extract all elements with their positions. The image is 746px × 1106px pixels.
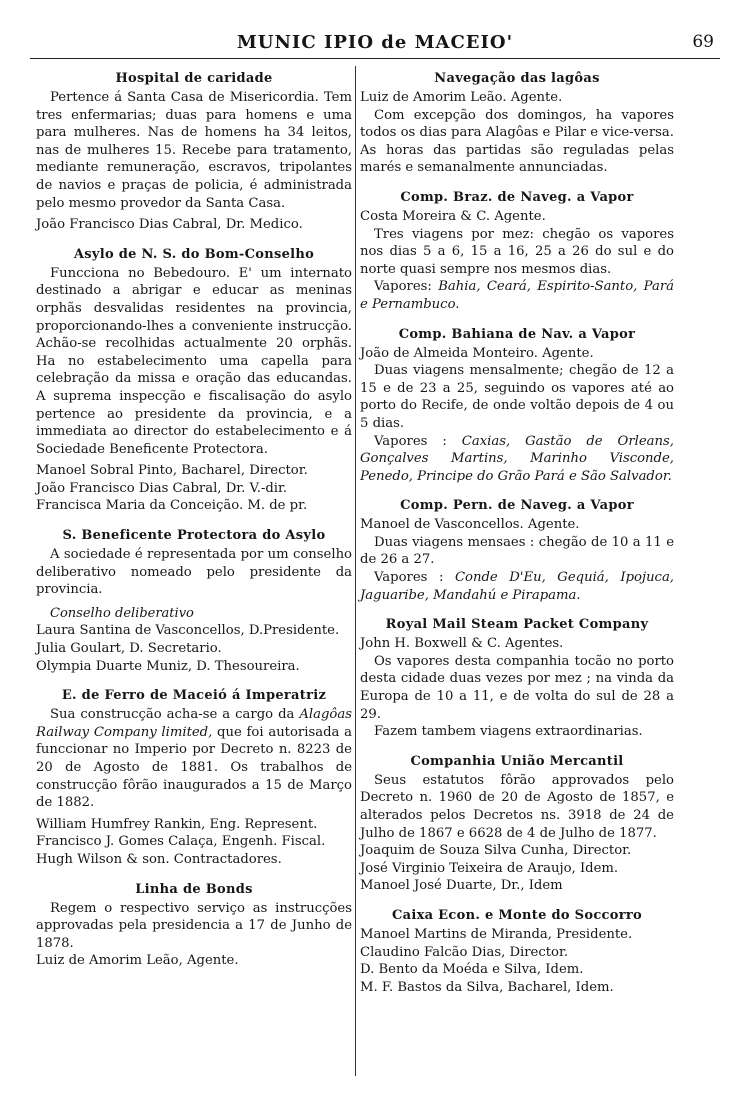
section-text: Regem o respectivo serviço as instrucções approvadas pela presidencia a 17 de Junho de 1878.	[36, 900, 352, 951]
section-text: Os vapores desta companhia tocão no porto desta cidade duas vezes por mez ; na vinda da Europa de 10 a 11, e de volta do sul de 28 a 29.	[360, 653, 674, 722]
section-text: A sociedade é representada por um conselho deliberativo nomeado pelo presidente da provincia.	[36, 547, 352, 598]
section-text-extra: Fazem tambem viagens extraordinarias.	[374, 724, 643, 740]
person-entry: D. Bento da Moéda e Silva, Idem.	[360, 962, 584, 978]
section-text: Com excepção dos domingos, ha vapores todos os dias para Alagôas e Pilar e vice-versa. As horas das partidas são reguladas pelas marés e semanalmente annunciadas.	[360, 107, 674, 176]
section-heading: Royal Mail Steam Packet Company	[385, 617, 649, 633]
person-entry: João de Almeida Monteiro. Agente.	[360, 345, 594, 361]
section-heading: Asylo de N. S. do Bom-Conselho	[73, 246, 315, 262]
section-heading: Linha de Bonds	[135, 881, 253, 897]
person-entry: John H. Boxwell & C. Agentes.	[360, 636, 564, 652]
section-sociedade	[36, 527, 352, 675]
section-royal-mail	[360, 616, 674, 741]
person-entry: William Humfrey Rankin, Eng. Represent.	[36, 816, 318, 832]
section-heading: Companhia União Mercantil	[410, 753, 624, 769]
section-hospital	[36, 70, 352, 234]
company-name: Alagôas Railway Company limited,	[36, 707, 352, 740]
person-entry: Francisco J. Gomes Calaça, Engenh. Fiscal.	[36, 834, 326, 850]
vapores-list	[360, 569, 674, 604]
vapores-list	[360, 278, 674, 313]
section-text: Seus estatutos fôrão approvados pelo Decreto n. 1960 de 20 de Agosto de 1857, e alterados pelos Decretos ns. 3918 de 24 de Julho de 1867 e 6628 de 4 de Julho de 1877.	[360, 772, 674, 841]
section-comp-brazileira	[360, 189, 674, 314]
person-entry: Olympia Duarte Muniz, D. Thesoureira.	[36, 658, 300, 674]
text-part: Sua construcção acha-se a cargo da	[50, 707, 300, 723]
section-text: Duas viagens mensaes : chegão de 10 a 11 e de 26 a 27.	[360, 534, 674, 568]
section-text: Funcciona no Bebedouro. E' um internato destinado a abrigar e educar as meninas orphãs desvalidas residentes na provincia, proporcionando-lhes a conveniente instrucção. Achão-se recolhidas actualmente 20 orphãs. Ha no estabelecimento uma capella para celebração da missa e oração das educandas. A suprema inspecção e fiscalisação do asylo pertence ao presidente da provincia, e a immediata ao director do estabelecimento e á Sociedade Beneficente Protectora.	[36, 265, 352, 457]
person-entry: Manoel José Duarte, Dr., Idem	[360, 878, 563, 894]
vapores-names: Caxias, Gastão de Orleans, Gonçalves Martins, Marinho Visconde, Penedo, Principe do Grão Pará e São Salvador.	[360, 433, 674, 484]
section-heading: Comp. Pern. de Naveg. a Vapor	[400, 498, 634, 514]
person-entry: Laura Santina de Vasconcellos, D.Presidente.	[36, 623, 340, 639]
person-entry: Julia Goulart, D. Secretario.	[36, 641, 222, 657]
section-comp-bahiana	[360, 326, 674, 486]
person-entry: Luiz de Amorim Leão, Agente.	[36, 953, 239, 969]
section-text	[36, 706, 352, 812]
vapores-names: Conde D'Eu, Gequiá, Ipojuca, Jaguaribe, Mandahú e Pirapama.	[360, 570, 674, 603]
person-entry: Manoel de Vasconcellos. Agente.	[360, 517, 580, 533]
person-entry: Manoel Sobral Pinto, Bacharel, Director.	[36, 463, 308, 479]
vapores-label: Vapores :	[374, 433, 462, 449]
vapores-label: Vapores:	[374, 279, 439, 295]
person-entry: João Francisco Dias Cabral, Dr. Medico.	[36, 217, 303, 233]
section-text: Tres viagens por mez: chegão os vapores nos dias 5 a 6, 15 a 16, 25 a 26 do sul e do norte quasi sempre nos mesmos dias.	[360, 226, 674, 277]
left-column	[36, 70, 352, 982]
person-entry: Claudino Falcão Dias, Director.	[360, 944, 569, 960]
section-comp-pernambucana	[360, 497, 674, 604]
running-head	[30, 28, 720, 59]
column-divider	[355, 66, 356, 1076]
section-heading: Comp. Braz. de Naveg. a Vapor	[400, 189, 634, 205]
page-title: MUNIC IPIO de MACEIO'	[236, 32, 514, 53]
person-entry: Luiz de Amorim Leão. Agente.	[360, 90, 563, 105]
section-heading: Navegação das lagôas	[434, 71, 600, 86]
page-number: 69	[692, 32, 714, 52]
text-part: que foi autorisada a funccionar no Imperio por Decreto n. 8223 de 20 de Agosto de 1881. Os trabalhos de construcção fôrão inaugurados a 15 de Março de 1882.	[36, 724, 352, 811]
section-heading: Hospital de caridade	[115, 71, 273, 86]
person-entry: Francisca Maria da Conceição. M. de pr.	[36, 498, 308, 514]
vapores-label: Vapores :	[374, 570, 455, 586]
section-estrada-ferro	[36, 687, 352, 868]
person-entry: José Virginio Teixeira de Araujo, Idem.	[360, 860, 619, 876]
section-text: Pertence á Santa Casa de Misericordia. Tem tres enfermarias; duas para homens e uma para mulheres. Nas de homens ha 34 leitos, nas de mulheres 15. Recebe para tratamento, mediante remuneração, escravos, tripolantes de navios e praças de policia, é administrada pelo mesmo provedor da Santa Casa.	[36, 90, 352, 211]
section-navegacao-lagoas	[360, 70, 674, 177]
section-uniao-mercantil	[360, 753, 674, 895]
section-heading: S. Beneficente Protectora do Asylo	[62, 528, 326, 544]
section-asylo	[36, 246, 352, 515]
section-subheading: Conselho deliberativo	[50, 605, 194, 621]
vapores-names: Bahia, Ceará, Espirito-Santo, Pará e Pernambuco.	[360, 279, 674, 312]
person-entry: M. F. Bastos da Silva, Bacharel, Idem.	[360, 979, 614, 995]
vapores-list	[360, 433, 674, 486]
person-entry: Hugh Wilson & son. Contractadores.	[36, 851, 282, 867]
section-heading: Caixa Econ. e Monte do Soccorro	[391, 907, 643, 923]
person-entry: João Francisco Dias Cabral, Dr. V.-dir.	[36, 480, 288, 496]
section-caixa-economica	[360, 907, 674, 996]
section-text: Duas viagens mensalmente; chegão de 12 a 15 e de 23 a 25, seguindo os vapores até ao porto do Recife, de onde voltão depois de 4 ou 5 dias.	[360, 363, 674, 431]
section-heading: E. de Ferro de Maceió á Imperatriz	[61, 688, 327, 704]
person-entry: Costa Moreira & C. Agente.	[360, 208, 546, 224]
person-entry: Manoel Martins de Miranda, Presidente.	[360, 926, 633, 942]
section-bonds	[36, 881, 352, 970]
right-column	[360, 70, 674, 1008]
person-entry: Joaquim de Souza Silva Cunha, Director.	[360, 843, 632, 859]
section-heading: Comp. Bahiana de Nav. a Vapor	[398, 326, 636, 342]
